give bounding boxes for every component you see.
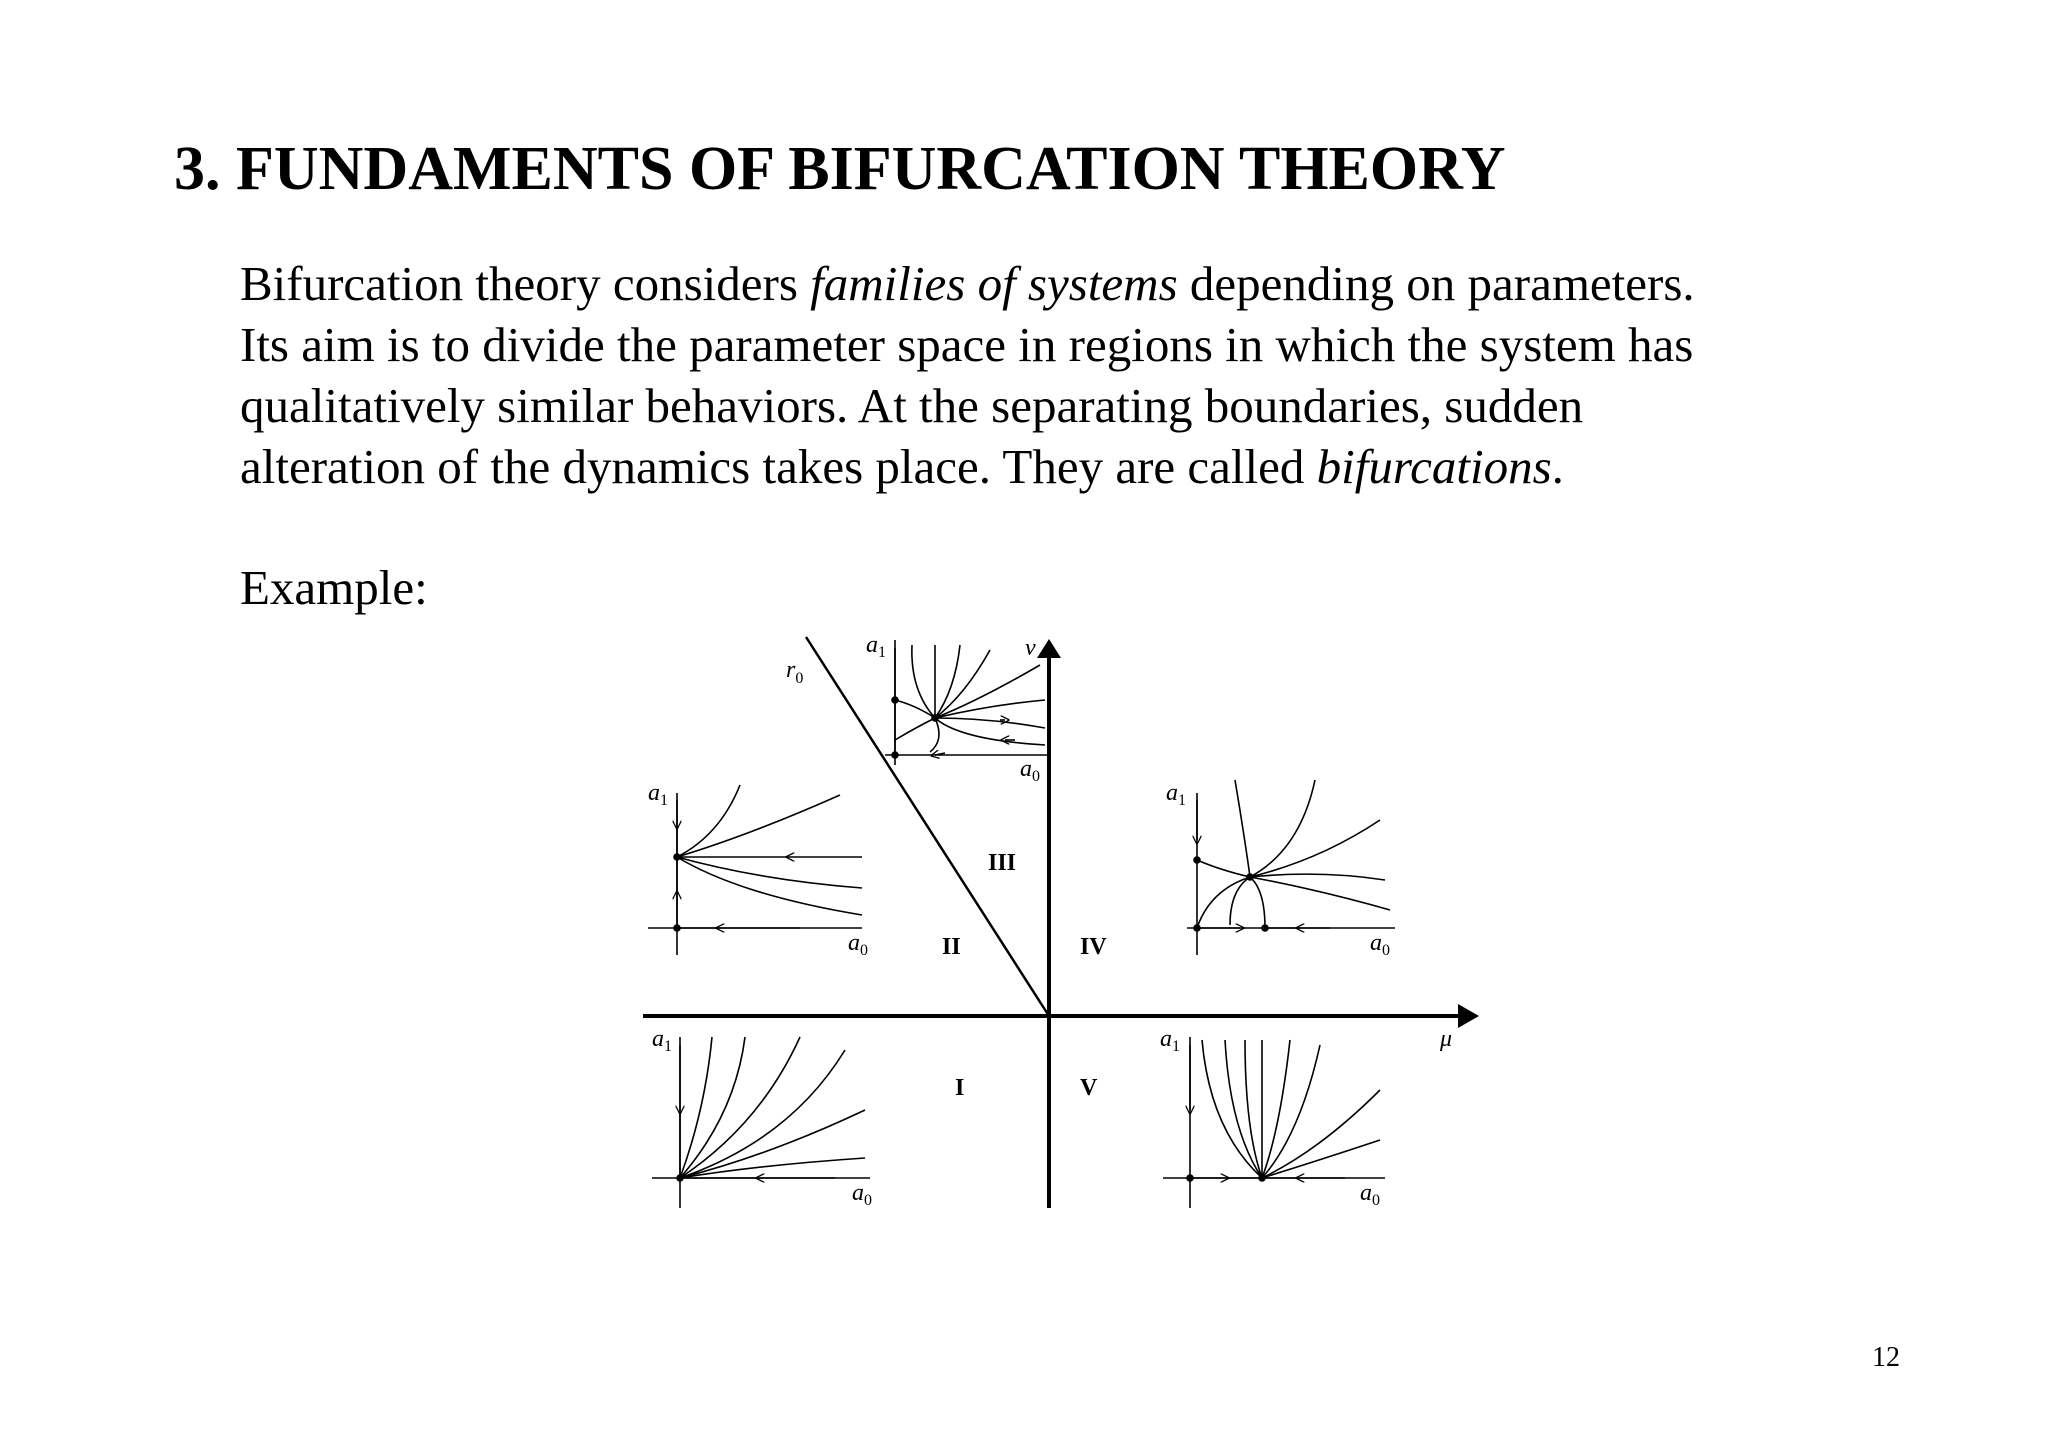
nu-axis-arrowhead xyxy=(1037,639,1061,658)
axis-a1-portrait-4: $a_1$ xyxy=(1166,780,1186,809)
text-run: . xyxy=(1551,439,1564,494)
emphasis-bifurcations: bifurcations xyxy=(1316,439,1552,494)
page-title: 3. FUNDAMENTS OF BIFURCATION THEORY xyxy=(174,135,1506,203)
bifurcation-boundary-r0 xyxy=(806,637,1049,1016)
parameter-axes xyxy=(643,637,1479,1208)
paragraph-line-2: Its aim is to divide the parameter space in regions in which the system has xyxy=(240,317,1694,372)
axis-a0-portrait-5: $a_0$ xyxy=(1360,1180,1380,1209)
axis-a0-portrait-2: $a_0$ xyxy=(848,930,868,959)
text-run: depending on parameters. xyxy=(1177,256,1695,311)
phase-portrait-region-4 xyxy=(1187,780,1395,955)
emphasis-families-of-systems: families of systems xyxy=(810,256,1178,311)
example-label: Example: xyxy=(240,560,428,615)
axis-a1-portrait-5: $a_1$ xyxy=(1160,1026,1180,1055)
page-number: 12 xyxy=(1872,1342,1900,1373)
region-label-4: IV xyxy=(1080,934,1107,960)
text-run: Bifurcation theory considers xyxy=(240,256,811,311)
axis-a1-portrait-2: $a_1$ xyxy=(648,780,668,809)
axis-a1-portrait-3: $a_1$ xyxy=(866,632,886,661)
text-run: alteration of the dynamics takes place. They are called xyxy=(240,439,1317,494)
phase-portrait-region-2 xyxy=(648,785,862,955)
axis-label-mu: μ xyxy=(1440,1026,1453,1052)
region-label-2: II xyxy=(942,934,961,960)
paragraph-line-3: qualitatively similar behaviors. At the separating boundaries, sudden xyxy=(240,378,1584,433)
boundary-label: $r_0$ xyxy=(786,657,804,687)
region-label-5: V xyxy=(1080,1075,1098,1101)
region-label-3: III xyxy=(988,850,1017,876)
axis-label-nu: ν xyxy=(1025,635,1036,661)
phase-portrait-region-1 xyxy=(652,1037,870,1208)
region-label-1: I xyxy=(955,1075,965,1101)
axis-a1-portrait-1: $a_1$ xyxy=(652,1026,672,1055)
phase-portrait-region-5 xyxy=(1163,1037,1385,1208)
axis-a0-portrait-4: $a_0$ xyxy=(1370,930,1390,959)
axis-a0-portrait-3: $a_0$ xyxy=(1020,756,1040,785)
mu-axis-arrowhead xyxy=(1458,1004,1479,1028)
axis-a0-portrait-1: $a_0$ xyxy=(852,1180,872,1209)
